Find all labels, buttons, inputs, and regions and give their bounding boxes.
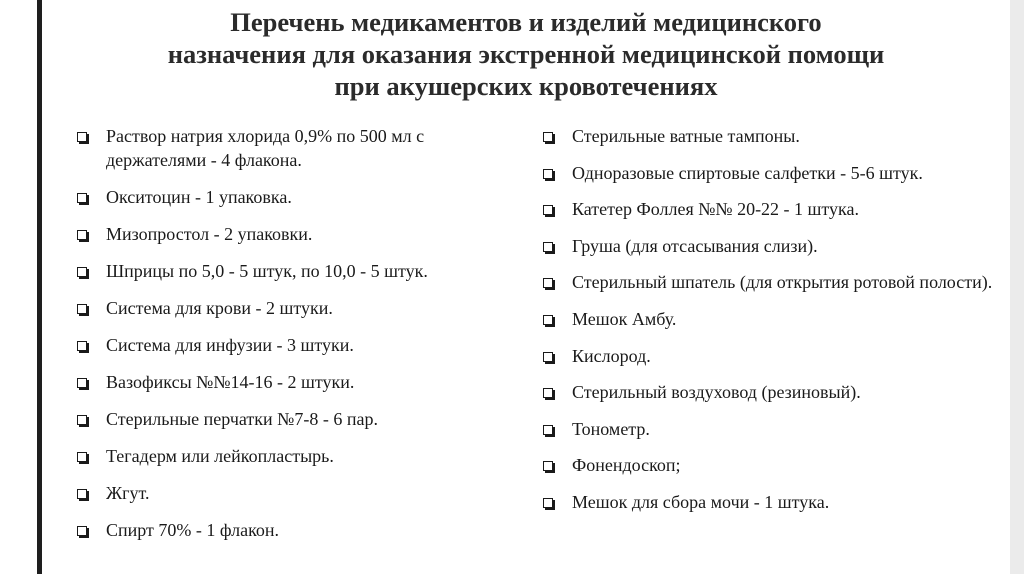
checkbox-bullet-icon [77,304,87,314]
list-item [540,344,1010,368]
list-item [540,270,1010,294]
checkbox-bullet-icon [543,315,553,325]
checkbox-bullet-icon [543,425,553,435]
checkbox-bullet-icon [543,461,553,471]
checkbox-bullet-icon [77,230,87,240]
right-edge-strip [1010,0,1024,574]
checkbox-bullet-icon [543,352,553,362]
item-text: Мешок Амбу. [572,308,677,329]
item-text: Система для инфузии - 3 штуки. [106,335,354,355]
list-item [540,380,1010,404]
item-text: Тонометр. [572,418,650,439]
list-item [74,333,514,357]
list-item [74,259,514,283]
checkbox-bullet-icon [77,526,87,536]
list-item [74,370,514,394]
right-checklist [540,124,1010,527]
checkbox-bullet-icon [77,378,87,388]
item-text: Спирт 70% - 1 флакон. [106,520,280,540]
item-text: Окситоцин - 1 упаковка. [106,187,292,207]
list-item [74,444,514,468]
title-line-3: при акушерских кровотечениях [334,71,718,101]
item-text: Катетер Фоллея №№ 20-22 - 1 штука. [572,199,860,220]
checkbox-bullet-icon [77,415,87,425]
list-item [74,222,514,246]
list-item [540,161,1010,185]
list-item [540,490,1010,514]
list-item [540,124,1010,148]
list-item [74,407,514,431]
checkbox-bullet-icon [77,341,87,351]
item-text: Стерильный шпатель (для открытия ротовой полости). [572,272,993,293]
checkbox-bullet-icon [543,169,553,179]
checkbox-bullet-icon [543,388,553,398]
list-item [74,518,514,542]
item-text: Тегадерм или лейкопластырь. [106,446,334,466]
item-text: Мешок для сбора мочи - 1 штука. [572,491,830,512]
item-text: Вазофиксы №№14-16 - 2 штуки. [106,372,355,392]
checkbox-bullet-icon [77,267,87,277]
checkbox-bullet-icon [77,193,87,203]
left-checklist [74,124,514,555]
item-text: Раствор натрия хлорида 0,9% по 500 мл с держателями - 4 флакона. [106,126,425,170]
list-item [540,197,1010,221]
checkbox-bullet-icon [77,132,87,142]
list-item [540,234,1010,258]
list-item [540,307,1010,331]
item-text: Стерильные ватные тампоны. [572,126,800,146]
checkbox-bullet-icon [77,489,87,499]
title-line-2: назначения для оказания экстренной медицинской помощи [167,39,885,69]
item-text: Жгут. [106,483,150,503]
item-text: Шприцы по 5,0 - 5 штук, по 10,0 - 5 штук. [106,261,428,281]
list-item [74,296,514,320]
slide-title [42,6,1010,102]
item-text: Мизопростол - 2 упаковки. [106,224,313,244]
checkbox-bullet-icon [543,205,553,215]
item-text: Одноразовые спиртовые салфетки - 5-6 штук. [572,162,923,183]
checkbox-bullet-icon [77,452,87,462]
checkbox-bullet-icon [543,132,553,142]
list-item [540,453,1010,477]
list-item [74,481,514,505]
list-item [540,417,1010,441]
item-text: Груша (для отсасывания слизи). [572,235,818,256]
item-text: Система для крови - 2 штуки. [106,298,333,318]
list-item [74,124,514,172]
checkbox-bullet-icon [543,498,553,508]
item-text: Кислород. [572,345,651,366]
checkbox-bullet-icon [543,242,553,252]
checkbox-bullet-icon [543,278,553,288]
title-line-1: Перечень медикаментов и изделий медицинского [230,7,822,37]
item-text: Фонендоскоп; [572,455,681,476]
list-item [74,185,514,209]
item-text: Стерильные перчатки №7-8 - 6 пар. [106,409,378,429]
item-text: Стерильный воздуховод (резиновый). [572,382,861,403]
